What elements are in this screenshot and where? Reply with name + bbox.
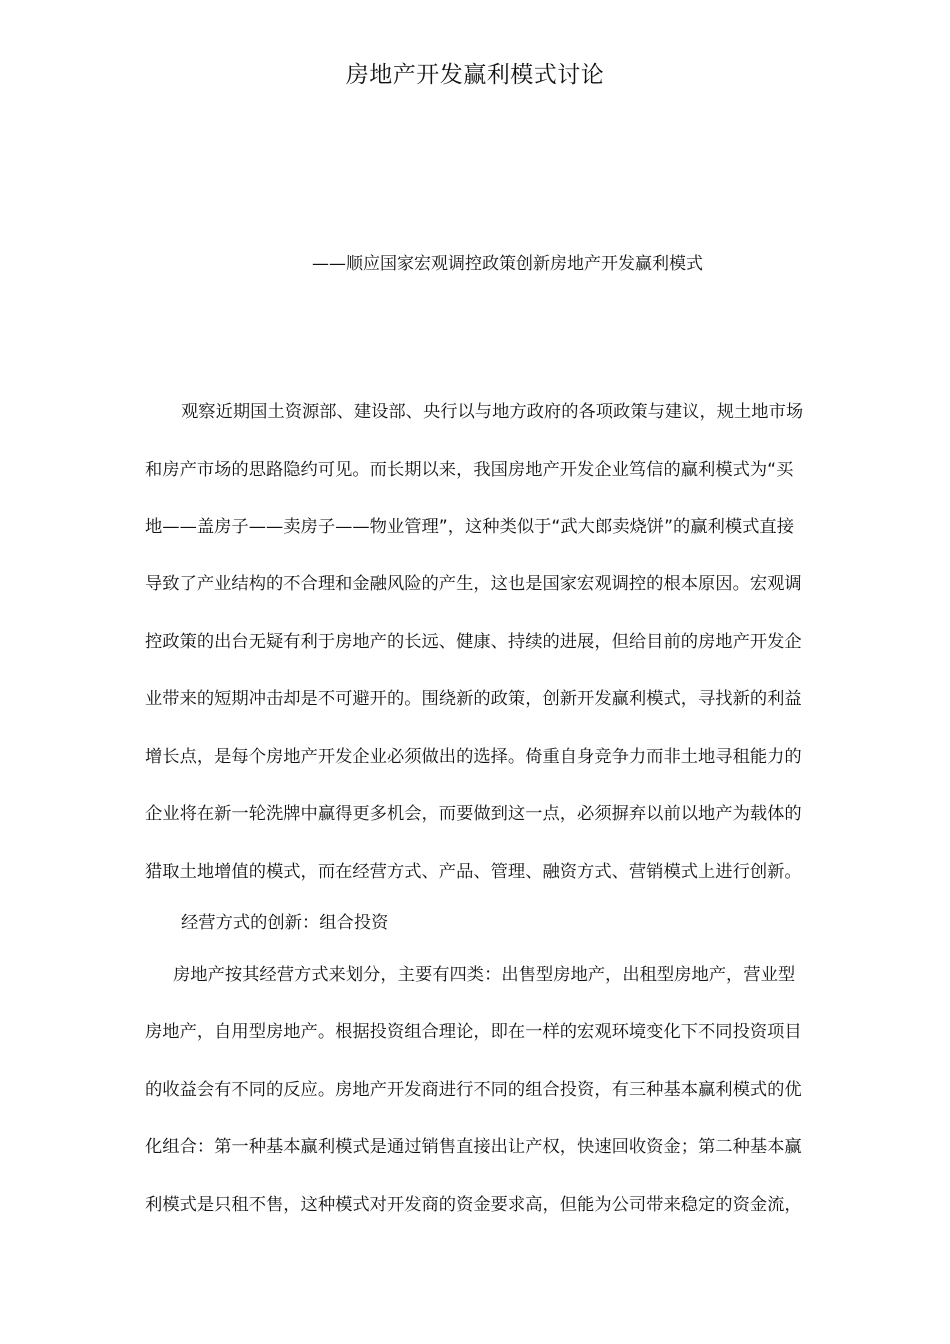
paragraph-line: 导致了产业结构的不合理和金融风险的产生，这也是国家宏观调控的根本原因。宏观调 [145,574,802,594]
paragraph-line: 化组合：第一种基本赢利模式是通过销售直接出让产权，快速回收资金；第二种基本赢 [145,1137,802,1157]
paragraph-line: 利模式是只租不售，这种模式对开发商的资金要求高，但能为公司带来稳定的资金流， [145,1195,802,1215]
paragraph-line: 的收益会有不同的反应。房地产开发商进行不同的组合投资，有三种基本赢利模式的优 [145,1080,802,1100]
document-subtitle: ——顺应国家宏观调控政策创新房地产开发赢利模式 [312,254,703,274]
paragraph-line: 房地产按其经营方式来划分，主要有四类：出售型房地产，出租型房地产，营业型 [173,965,796,985]
paragraph-line: 猎取土地增值的模式，而在经营方式、产品、管理、融资方式、营销模式上进行创新。 [145,862,802,882]
paragraph-line: 观察近期国土资源部、建设部、央行以与地方政府的各项政策与建议，规土地市场 [181,402,804,422]
paragraph-line: 业带来的短期冲击却是不可避开的。围绕新的政策，创新开发赢利模式，寻找新的利益 [145,689,802,709]
paragraph-line: 控政策的出台无疑有利于房地产的长远、健康、持续的进展，但给目前的房地产开发企 [145,632,802,652]
paragraph-line: 和房产市场的思路隐约可见。而长期以来，我国房地产开发企业笃信的赢利模式为“买 [145,460,794,480]
section-heading: 经营方式的创新：组合投资 [181,913,389,933]
document-title: 房地产开发赢利模式讨论 [345,62,605,88]
paragraph-line: 企业将在新一轮洗牌中赢得更多机会，而要做到这一点，必须摒弃以前以地产为载体的 [145,804,802,824]
paragraph-line: 房地产，自用型房地产。根据投资组合理论，即在一样的宏观环境变化下不同投资项目 [145,1022,802,1042]
paragraph-line: 地——盖房子——卖房子——物业管理”，这种类似于“武大郎卖烧饼”的赢利模式直接 [145,517,794,537]
paragraph-line: 增长点，是每个房地产开发企业必须做出的选择。倚重自身竞争力而非土地寻租能力的 [145,747,802,767]
